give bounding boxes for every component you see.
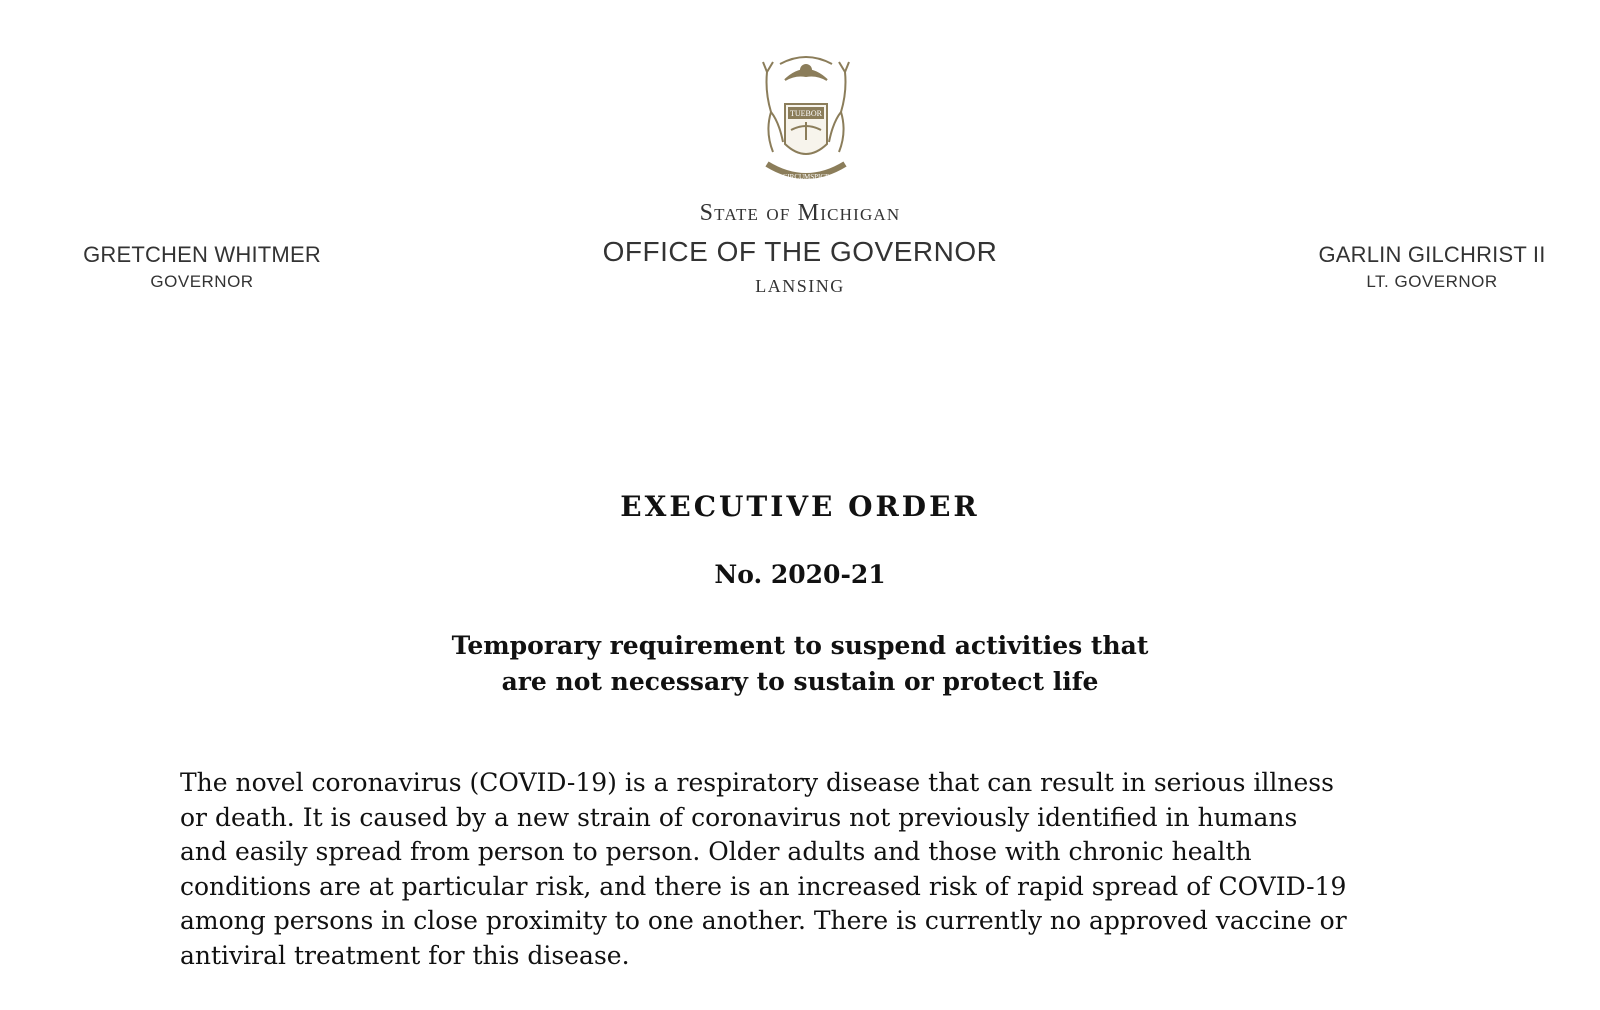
subject-line: Temporary requirement to suspend activities that: [451, 631, 1149, 660]
governor-block: [62, 242, 342, 292]
body-line: among persons in close proximity to one another. There is currently no approved vaccine or: [180, 906, 1347, 935]
subject-line: are not necessary to sustain or protect life: [501, 667, 1099, 696]
office-title: OFFICE OF THE GOVERNOR: [602, 236, 998, 267]
body-line: conditions are at particular risk, and there is an increased risk of rapid spread of COVID-19: [180, 871, 1347, 901]
order-subject: [0, 628, 1600, 700]
body-line: antiviral treatment for this disease.: [180, 940, 630, 970]
state-name: State of Michigan: [699, 200, 901, 226]
order-heading: EXECUTIVE ORDER: [620, 490, 980, 523]
body-line: The novel coronavirus (COVID-19) is a respiratory disease that can result in serious illness: [180, 768, 1334, 797]
body-paragraph: [180, 766, 1440, 973]
michigan-state-seal: [745, 52, 867, 188]
lt-governor-block: [1292, 242, 1572, 292]
city-name: LANSING: [755, 276, 845, 296]
lt-governor-name: GARLIN GILCHRIST II: [1318, 242, 1546, 267]
order-number: No. 2020-21: [714, 560, 886, 589]
governor-name: GRETCHEN WHITMER: [83, 242, 321, 267]
body-line: and easily spread from person to person. Older adults and those with chronic health: [180, 837, 1252, 866]
seal-motto-text: TUEBOR: [790, 109, 822, 118]
lt-governor-title: LT. GOVERNOR: [1366, 272, 1498, 291]
seal-banner-text: CIRCUMSPICE: [782, 173, 830, 181]
body-line: or death. It is caused by a new strain of coronavirus not previously identified in humans: [180, 802, 1298, 832]
governor-title: GOVERNOR: [150, 272, 254, 291]
